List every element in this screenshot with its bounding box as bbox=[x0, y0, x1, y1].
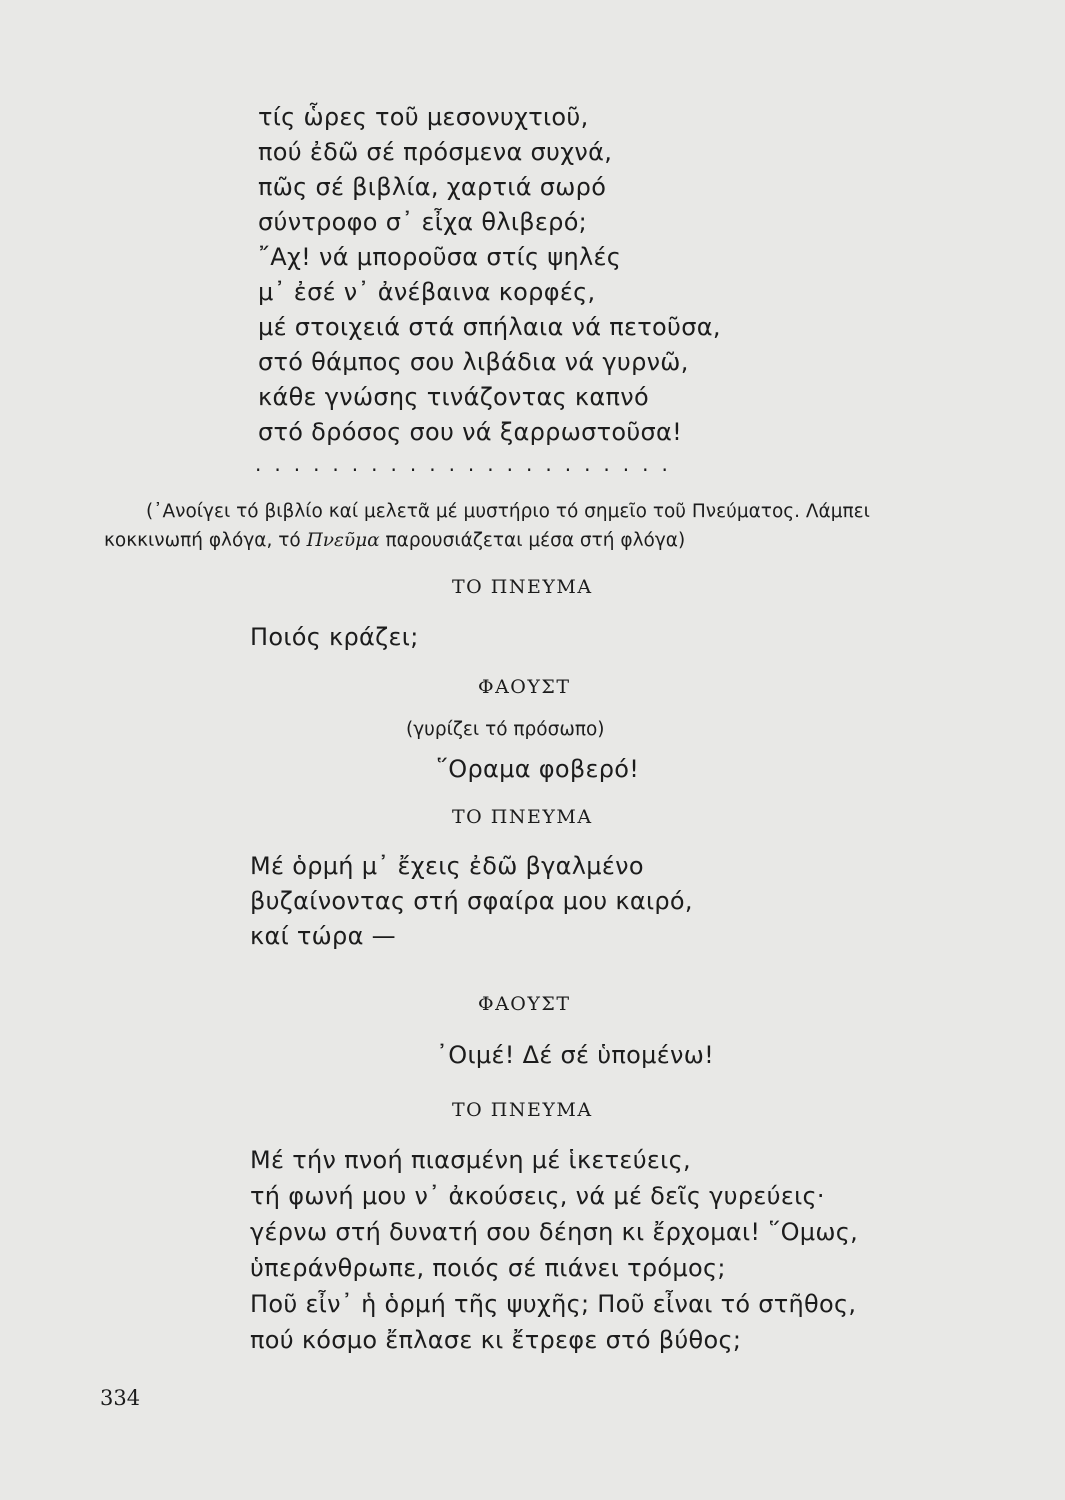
stage-italic-word: Πνεῦμα bbox=[306, 530, 380, 551]
speaker-label-spirit: ΤΟ ΠΝΕΥΜΑ bbox=[452, 806, 593, 828]
verse-line: ῎Αχ! νά μποροῦσα στίς ψηλές bbox=[258, 243, 622, 271]
ellipsis-row: ...................... bbox=[255, 452, 681, 476]
speaker-label-faust: ΦΑΟΥΣΤ bbox=[478, 676, 571, 698]
speaker-label-spirit: ΤΟ ΠΝΕΥΜΑ bbox=[452, 576, 593, 598]
verse-line: ῞Οραμα φοβερό! bbox=[436, 755, 640, 783]
verse-line: πού κόσμο ἔπλασε κι ἔτρεφε στό βύθος; bbox=[250, 1326, 742, 1354]
verse-line: Ποῦ εἶν᾿ ἡ ὁρμή τῆς ψυχῆς; Ποῦ εἶναι τό στῆθος, bbox=[250, 1290, 857, 1318]
verse-line: Μέ ὁρμή μ᾿ ἔχεις ἐδῶ βγαλμένο bbox=[250, 852, 644, 880]
verse-line: Ποιός κράζει; bbox=[250, 623, 419, 651]
speaker-label-spirit: ΤΟ ΠΝΕΥΜΑ bbox=[452, 1099, 593, 1121]
verse-line: μέ στοιχειά στά σπήλαια νά πετοῦσα, bbox=[258, 313, 721, 341]
stage-direction-faust: (γυρίζει τό πρόσωπο) bbox=[406, 719, 605, 740]
verse-line: κάθε γνώσης τινάζοντας καπνό bbox=[258, 383, 649, 411]
verse-line: πῶς σέ βιβλία, χαρτιά σωρό bbox=[258, 173, 607, 201]
verse-line: τή φωνή μου ν᾿ ἀκούσεις, νά μέ δεῖς γυρεύεις· bbox=[250, 1182, 825, 1210]
stage-direction-line: (᾿Ανοίγει τό βιβλίο καί μελετᾶ μέ μυστήριο τό σημεῖο τοῦ Πνεύματος. Λάμπει bbox=[146, 501, 870, 522]
stage-text: παρουσιάζεται μέσα στή φλόγα) bbox=[379, 530, 686, 551]
stage-text: κοκκινωπή φλόγα, τό bbox=[104, 530, 307, 551]
verse-line: τίς ὧρες τοῦ μεσονυχτιοῦ, bbox=[258, 103, 589, 131]
verse-line: ὑπεράνθρωπε, ποιός σέ πιάνει τρόμος; bbox=[250, 1254, 726, 1282]
verse-line: γέρνω στή δυνατή σου δέηση κι ἔρχομαι! ῞Ομως, bbox=[250, 1218, 859, 1246]
verse-line: Μέ τήν πνοή πιασμένη μέ ἱκετεύεις, bbox=[250, 1146, 691, 1174]
page-number: 334 bbox=[100, 1386, 141, 1410]
verse-line: καί τώρα — bbox=[250, 922, 396, 950]
verse-line: στό θάμπος σου λιβάδια νά γυρνῶ, bbox=[258, 348, 689, 376]
verse-line: βυζαίνοντας στή σφαίρα μου καιρό, bbox=[250, 887, 693, 915]
verse-line: μ᾿ ἐσέ ν᾿ ἀνέβαινα κορφές, bbox=[258, 278, 596, 306]
verse-line: πού ἐδῶ σέ πρόσμενα συχνά, bbox=[258, 138, 613, 166]
speaker-label-faust: ΦΑΟΥΣΤ bbox=[478, 993, 571, 1015]
verse-line: ᾿Οιμέ! Δέ σέ ὑπομένω! bbox=[436, 1041, 715, 1069]
verse-line: σύντροφο σ᾿ εἶχα θλιβερό; bbox=[258, 208, 588, 236]
stage-direction-line bbox=[104, 526, 685, 556]
verse-line: στό δρόσος σου νά ξαρρωστοῦσα! bbox=[258, 418, 683, 446]
